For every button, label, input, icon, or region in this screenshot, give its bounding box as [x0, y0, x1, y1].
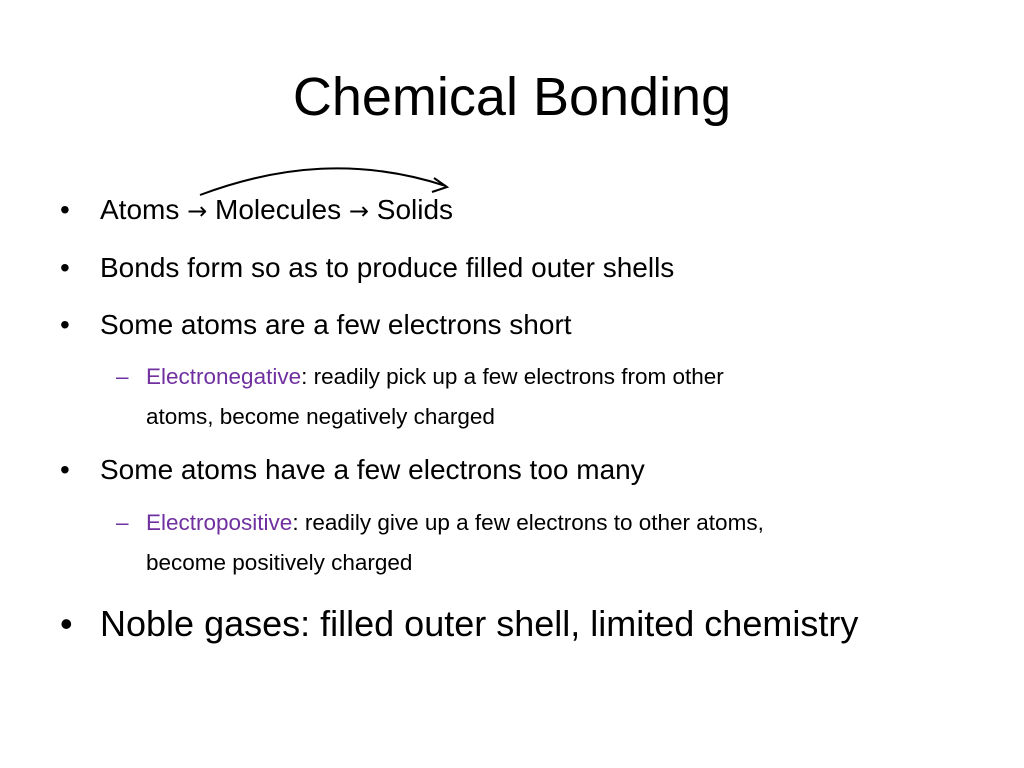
bullet-text: Some atoms are a few electrons short: [100, 309, 572, 340]
arrow-icon: →: [187, 197, 208, 225]
text-solids: Solids: [368, 194, 454, 225]
definition-text: : readily pick up a few electrons from other: [301, 364, 724, 389]
bullet-text: [100, 192, 453, 229]
text-atoms: Atoms: [100, 194, 188, 225]
bullet-glyph: •: [60, 454, 70, 485]
definition-text: : readily give up a few electrons to other atoms,: [292, 510, 764, 535]
term-electropositive: Electropositive: [146, 510, 293, 535]
bullet-text: Some atoms have a few electrons too many: [100, 454, 645, 485]
sub-bullet-text-cont: atoms, become negatively charged: [146, 404, 495, 429]
sub-bullet-text: [146, 362, 724, 392]
sub-bullet-text-cont: become positively charged: [146, 550, 413, 575]
bullet-text: Bonds form so as to produce filled outer shells: [100, 252, 675, 283]
bullet-text: Noble gases: filled outer shell, limited chemistry: [100, 603, 859, 644]
bullet-glyph: •: [60, 309, 70, 340]
bullet-glyph: •: [60, 252, 70, 283]
text-molecules: Molecules: [207, 194, 349, 225]
bullet-glyph: •: [60, 603, 73, 644]
arrow-icon: →: [348, 197, 369, 225]
dash-glyph: –: [116, 364, 129, 389]
dash-glyph: –: [116, 510, 129, 535]
bullet-glyph: •: [60, 194, 70, 225]
slide-title: Chemical Bonding: [292, 67, 732, 127]
term-electronegative: Electronegative: [146, 364, 302, 389]
sub-bullet-text: [146, 508, 764, 538]
